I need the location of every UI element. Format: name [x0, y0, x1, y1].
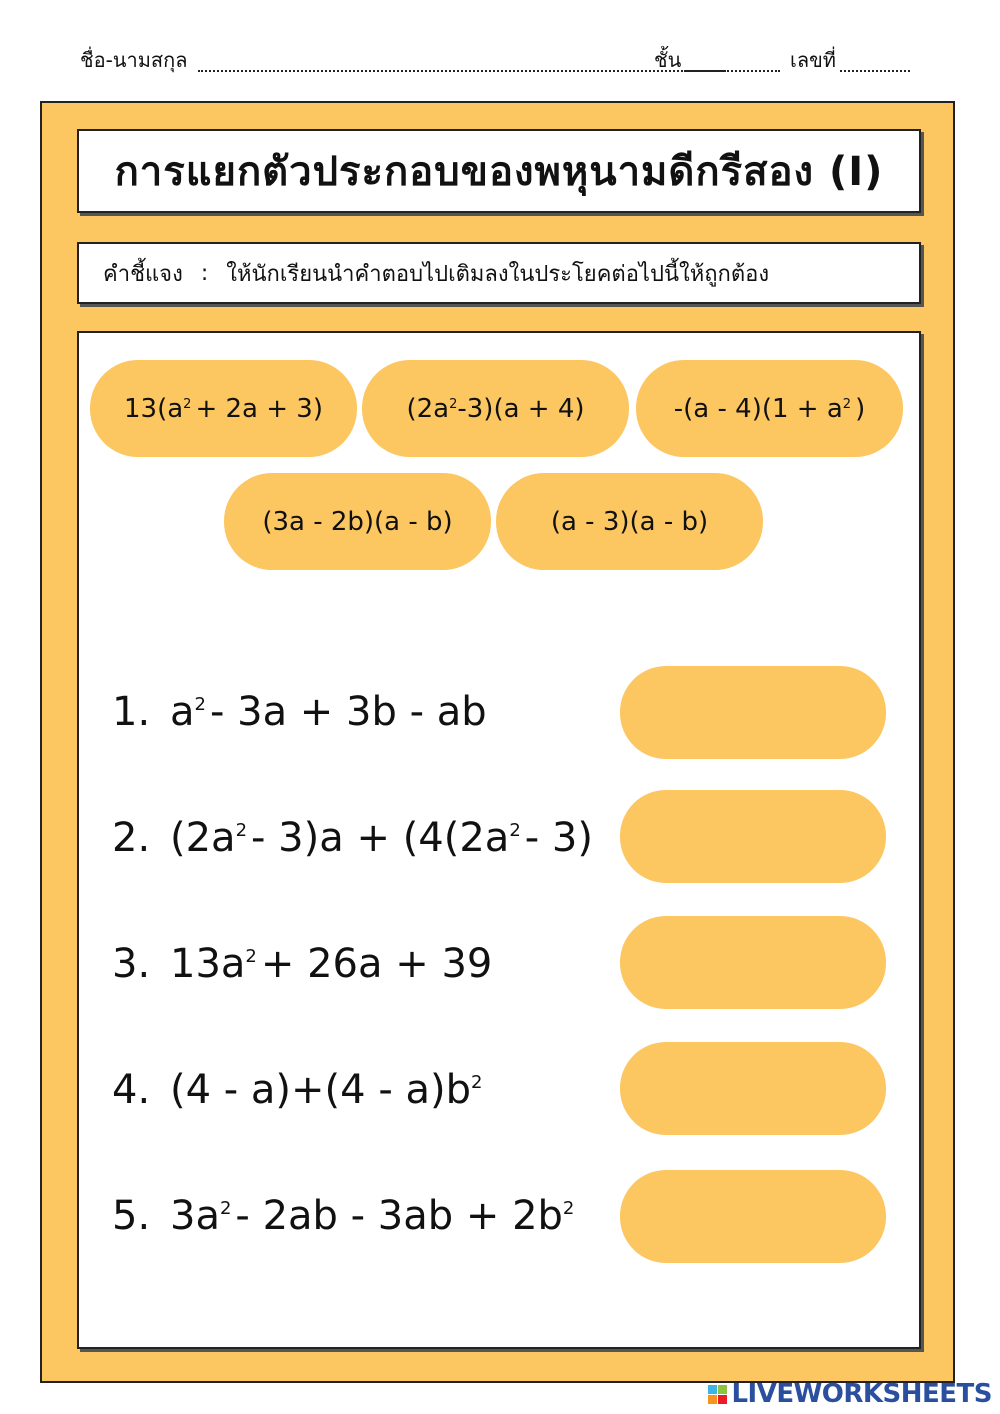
answer-drop-box-5[interactable] [620, 1170, 886, 1263]
name-blank[interactable] [198, 50, 726, 72]
answer-choice[interactable]: -(a - 4)(1 + a $^2$ ) [636, 360, 903, 457]
number-label: เลขที่ [790, 48, 836, 72]
liveworksheets-logo [708, 1380, 992, 1408]
question-3: 3. 13a $^2$ + 26a + 39 [112, 941, 493, 987]
liveworksheets-logo-icon [708, 1385, 727, 1404]
class-blank[interactable] [684, 50, 780, 72]
question-1: 1. a $^2$ - 3a + 3b - ab [112, 689, 487, 735]
answer-drop-box-2[interactable] [620, 790, 886, 883]
worksheet-title: การแยกตัวประกอบของพหุนามดีกรีสอง (I) [77, 129, 921, 213]
student-info-line [80, 44, 910, 74]
question-4: 4. (4 - a)+(4 - a)b $^2$ [112, 1067, 483, 1113]
instructions-separator: : [200, 260, 209, 286]
answer-drop-box-4[interactable] [620, 1042, 886, 1135]
answer-choice[interactable]: (a - 3)(a - b) [496, 473, 763, 570]
name-label: ชื่อ-นามสกุล [80, 48, 188, 72]
number-blank[interactable] [840, 50, 910, 72]
answer-choice[interactable]: 13(a $^2$ + 2a + 3) [90, 360, 357, 457]
answer-drop-box-1[interactable] [620, 666, 886, 759]
brand-name: LIVEWORKSHEETS [731, 1379, 992, 1409]
class-label: ชั้น [654, 48, 682, 72]
answer-choice[interactable]: (2a $^2$ -3)(a + 4) [362, 360, 629, 457]
instructions-text: ให้นักเรียนนำคำตอบไปเติมลงในประโยคต่อไปนี้ให้ถูกต้อง [226, 261, 770, 287]
instructions-label: คำชี้แจง [103, 261, 183, 287]
answer-choice[interactable]: (3a - 2b)(a - b) [224, 473, 491, 570]
question-5: 5. 3a $^2$ - 2ab - 3ab + 2b $^2$ [112, 1193, 575, 1239]
question-2: 2. (2a $^2$ - 3)a + (4(2a $^2$ - 3) [112, 815, 593, 861]
instructions [77, 242, 921, 304]
answer-drop-box-3[interactable] [620, 916, 886, 1009]
